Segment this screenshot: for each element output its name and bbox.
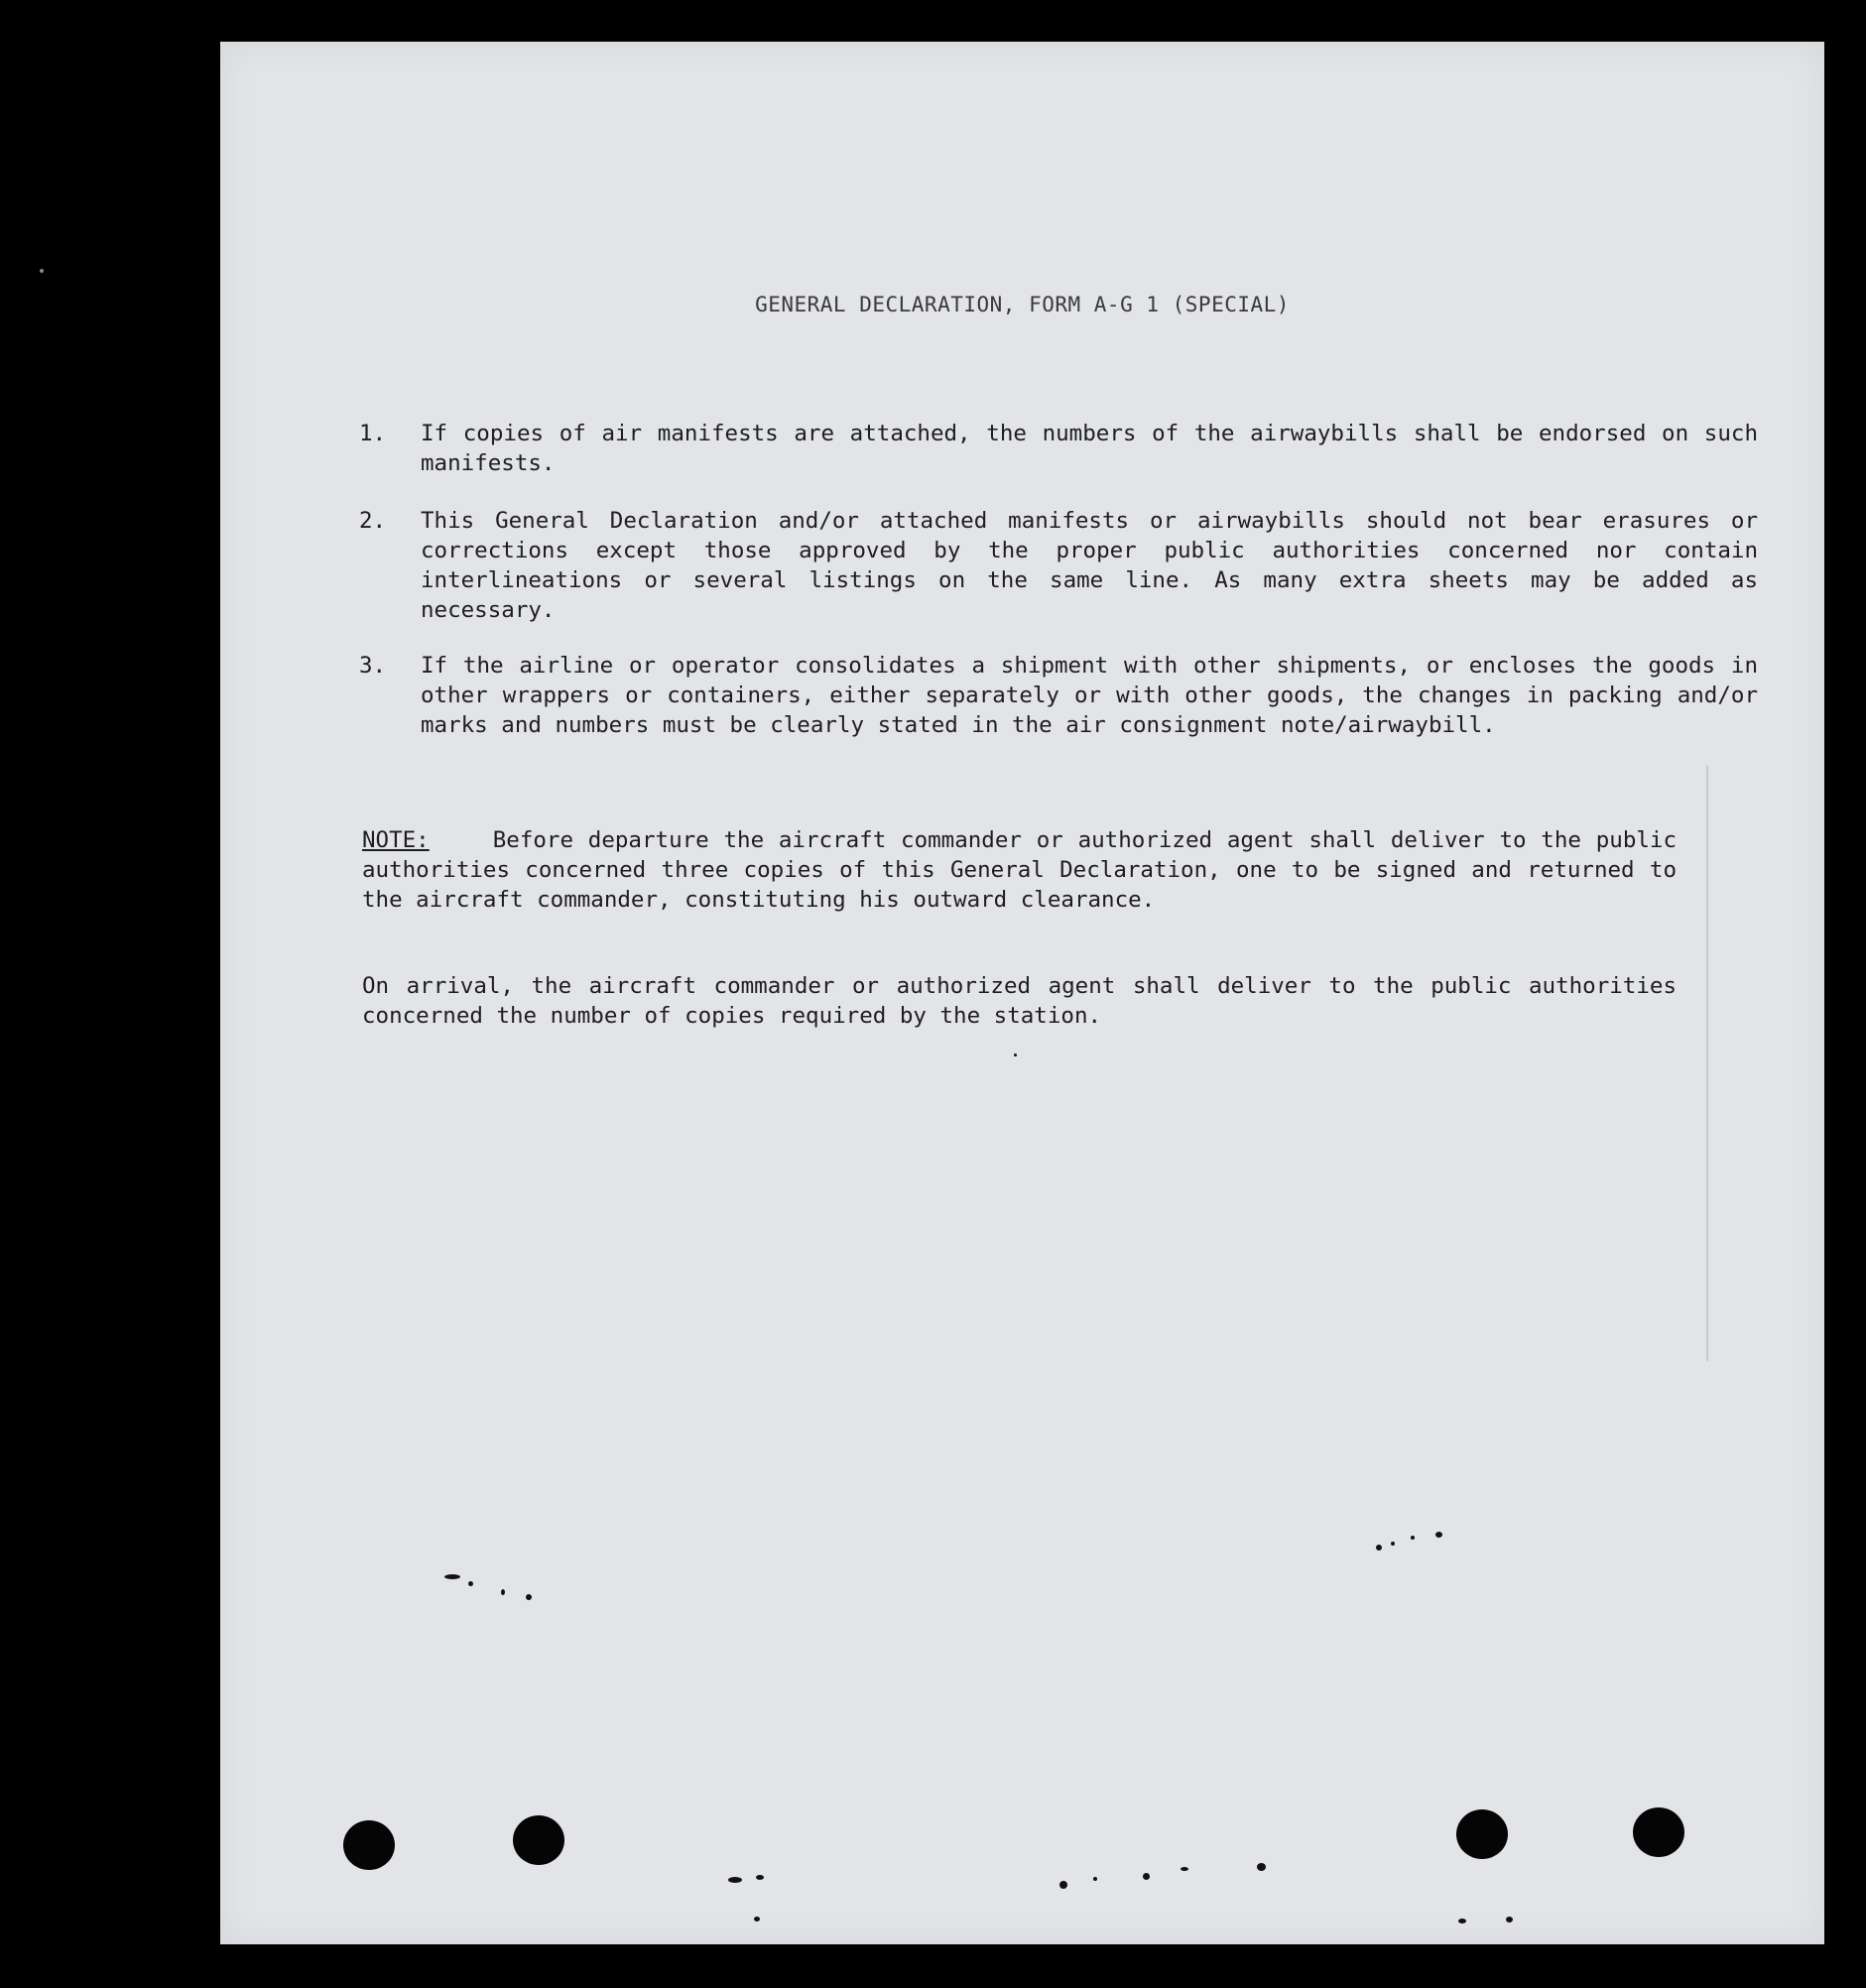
list-item: [359, 506, 1758, 625]
ink-speck: [1093, 1877, 1097, 1881]
note-paragraph: [362, 825, 1677, 915]
ink-speck: [754, 1917, 760, 1922]
punch-hole: [1633, 1807, 1684, 1857]
ink-speck: [444, 1574, 460, 1579]
note-label: NOTE:: [362, 827, 430, 853]
ink-speck: [1506, 1917, 1513, 1923]
document-title: GENERAL DECLARATION, FORM A-G 1 (SPECIAL): [755, 293, 1290, 316]
list-item-number: 3.: [359, 653, 387, 679]
ink-speck: [501, 1589, 505, 1595]
ink-speck: [1059, 1881, 1067, 1889]
list-item-number: 1.: [359, 421, 387, 446]
ink-speck: [1143, 1873, 1150, 1880]
ink-speck: [1181, 1867, 1188, 1871]
list-item: [359, 651, 1758, 740]
fold-line: [1706, 766, 1708, 1361]
document-page: [220, 42, 1824, 1944]
ink-speck: [728, 1877, 742, 1883]
arrival-paragraph: On arrival, the aircraft commander or authorized agent shall deliver to the public authorities concerned the number of copies required by the station.: [362, 973, 1677, 1029]
ink-speck: [1435, 1532, 1442, 1538]
list-item-text: This General Declaration and/or attached manifests or airwaybills should not bear erasures or corrections except those approved by the proper public authorities concerned nor contain interlineations or several listings on the same line. As many extra sheets may be added as necessary.: [421, 508, 1758, 623]
list-item: [359, 419, 1758, 478]
list-item-text: If copies of air manifests are attached, the numbers of the airwaybills shall be endorsed on such manifests.: [421, 421, 1758, 476]
ink-speck: [1376, 1545, 1382, 1551]
punch-hole: [1456, 1809, 1508, 1859]
punch-hole: [343, 1820, 395, 1870]
ink-speck: [526, 1594, 532, 1600]
ink-speck: [40, 269, 44, 273]
ink-speck: [468, 1581, 473, 1586]
ink-speck: [1014, 1054, 1017, 1056]
ink-speck: [1257, 1863, 1266, 1871]
ink-speck: [1458, 1919, 1466, 1924]
ink-speck: [1391, 1542, 1395, 1546]
list-item-text: If the airline or operator consolidates a shipment with other shipments, or encloses the goods in other wrappers or containers, either separately or with other goods, the changes in packing and/or marks and numbers must be clearly stated in the air consignment note/airwaybill.: [421, 653, 1758, 738]
punch-hole: [513, 1815, 564, 1865]
ink-speck: [1411, 1536, 1415, 1540]
note-text: Before departure the aircraft commander or authorized agent shall deliver to the public authorities concerned three copies of this General Declaration, one to be signed and returned to the aircraft commander, constituting his outward clearance.: [362, 827, 1677, 913]
list-item-number: 2.: [359, 508, 387, 534]
ink-speck: [756, 1875, 764, 1880]
